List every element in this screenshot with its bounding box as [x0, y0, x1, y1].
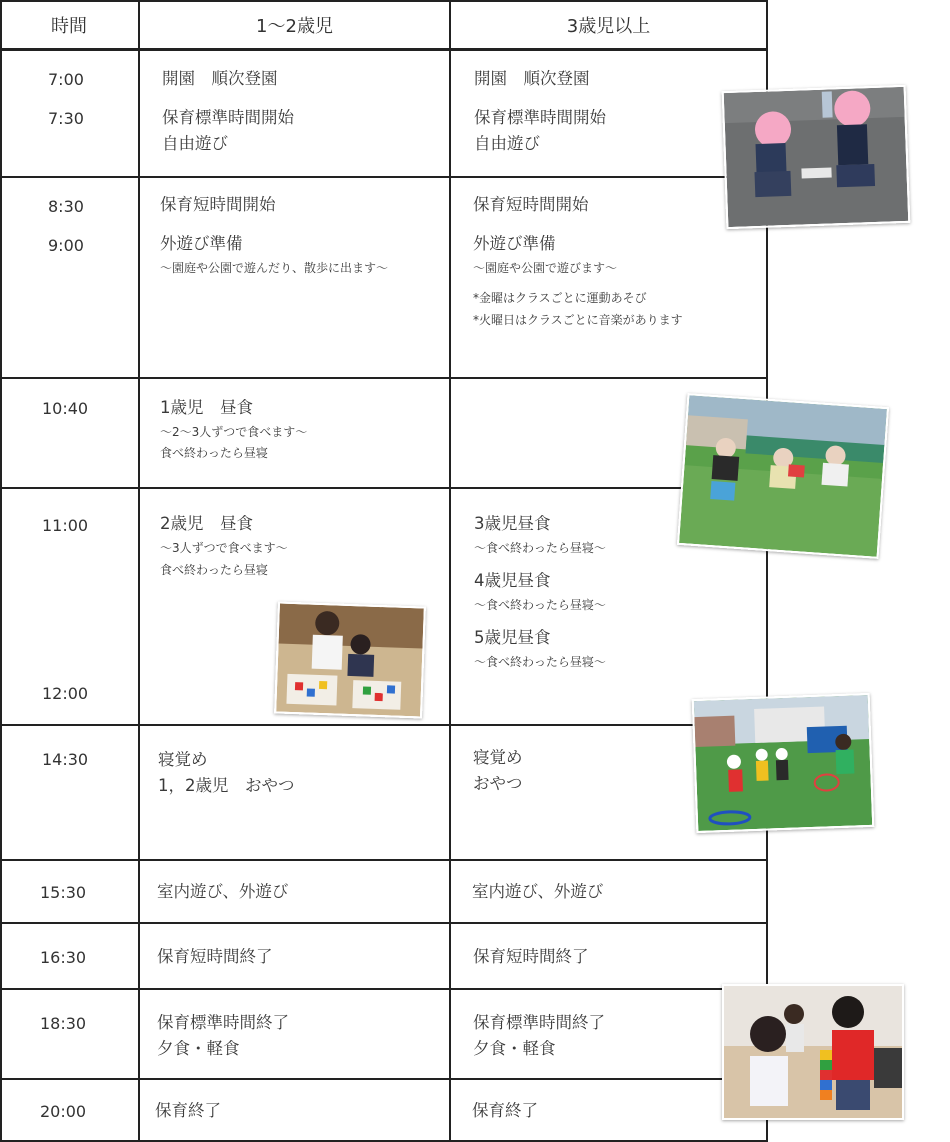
- time-label: 14:30: [42, 750, 89, 769]
- row-divider: [0, 487, 768, 489]
- activity-text: 室内遊び、外遊び: [472, 882, 604, 901]
- activity-text: 1歳児 昼食: [160, 398, 253, 417]
- activity-note: 〜3人ずつで食べます〜: [160, 541, 288, 555]
- activity-text: 保育標準時間終了: [157, 1013, 289, 1032]
- column-divider-2: [449, 0, 451, 1142]
- photo-kids-blocks-table: [274, 601, 426, 718]
- activity-text: 1，2歳児 おやつ: [158, 776, 295, 795]
- activity-text: 4歳児昼食: [474, 571, 551, 590]
- activity-text: 保育短時間開始: [160, 195, 276, 214]
- activity-text: 5歳児昼食: [474, 628, 551, 647]
- row-divider: [0, 922, 768, 924]
- activity-text: 外遊び準備: [160, 234, 243, 253]
- activity-note: 〜2〜3人ずつで食べます〜: [160, 425, 308, 439]
- activity-note: 〜食べ終わったら昼寝〜: [474, 541, 606, 555]
- activity-text: 保育短時間終了: [157, 947, 273, 966]
- activity-text: 夕食・軽食: [473, 1039, 556, 1058]
- photo-girls-block-tower: [722, 984, 904, 1120]
- header-age-1-2: 1〜2歳児: [256, 16, 333, 37]
- time-label: 8:30: [48, 197, 84, 216]
- row-divider: [0, 988, 768, 990]
- activity-text: 保育標準時間終了: [473, 1013, 605, 1032]
- row-divider: [0, 859, 768, 861]
- row-divider: [0, 176, 768, 178]
- activity-note: *火曜日はクラスごとに音楽があります: [473, 313, 683, 327]
- activity-text: 自由遊び: [162, 134, 228, 153]
- activity-note: 食べ終わったら昼寝: [160, 563, 268, 577]
- activity-text: 保育短時間終了: [473, 947, 589, 966]
- photo-kids-field-hoops: [692, 693, 875, 833]
- activity-text: 3歳児昼食: [474, 514, 551, 533]
- activity-text: 保育標準時間開始: [162, 108, 294, 127]
- row-divider: [0, 377, 768, 379]
- activity-text: 保育終了: [472, 1101, 538, 1120]
- activity-text: 外遊び準備: [473, 234, 556, 253]
- activity-text: 寝覚め: [158, 750, 208, 769]
- activity-text: 保育短時間開始: [473, 195, 589, 214]
- time-label: 18:30: [40, 1014, 87, 1033]
- row-divider: [0, 724, 768, 726]
- activity-note: 〜園庭や公園で遊びます〜: [473, 261, 618, 275]
- photo-kids-pink-hats: [722, 85, 911, 229]
- time-label: 10:40: [42, 399, 89, 418]
- photo-kids-water-play: [677, 393, 889, 559]
- time-label: 9:00: [48, 236, 84, 255]
- time-label: 11:00: [42, 516, 89, 535]
- activity-text: 開園 順次登園: [474, 69, 590, 88]
- time-label: 12:00: [42, 684, 89, 703]
- time-label: 20:00: [40, 1102, 87, 1121]
- time-label: 7:30: [48, 109, 84, 128]
- table-border-left: [0, 0, 2, 1142]
- activity-text: 寝覚め: [473, 748, 523, 767]
- header-age-3-plus: 3歳児以上: [566, 16, 651, 37]
- header-time: 時間: [51, 16, 87, 37]
- activity-text: 保育終了: [155, 1101, 221, 1120]
- row-divider: [0, 1078, 768, 1080]
- column-divider-1: [138, 0, 140, 1142]
- activity-note: 食べ終わったら昼寝: [160, 446, 268, 460]
- time-label: 15:30: [40, 883, 87, 902]
- activity-text: 保育標準時間開始: [474, 108, 606, 127]
- activity-note: 〜食べ終わったら昼寝〜: [474, 655, 606, 669]
- time-label: 7:00: [48, 70, 84, 89]
- activity-text: 室内遊び、外遊び: [157, 882, 289, 901]
- activity-note: 〜園庭や公園で遊んだり、散歩に出ます〜: [160, 261, 389, 275]
- activity-note: *金曜はクラスごとに運動あそび: [473, 291, 647, 305]
- time-label: 16:30: [40, 948, 87, 967]
- activity-text: 夕食・軽食: [157, 1039, 240, 1058]
- activity-text: おやつ: [473, 774, 523, 793]
- activity-text: 自由遊び: [474, 134, 540, 153]
- activity-text: 開園 順次登園: [162, 69, 278, 88]
- activity-text: 2歳児 昼食: [160, 514, 253, 533]
- activity-note: 〜食べ終わったら昼寝〜: [474, 598, 606, 612]
